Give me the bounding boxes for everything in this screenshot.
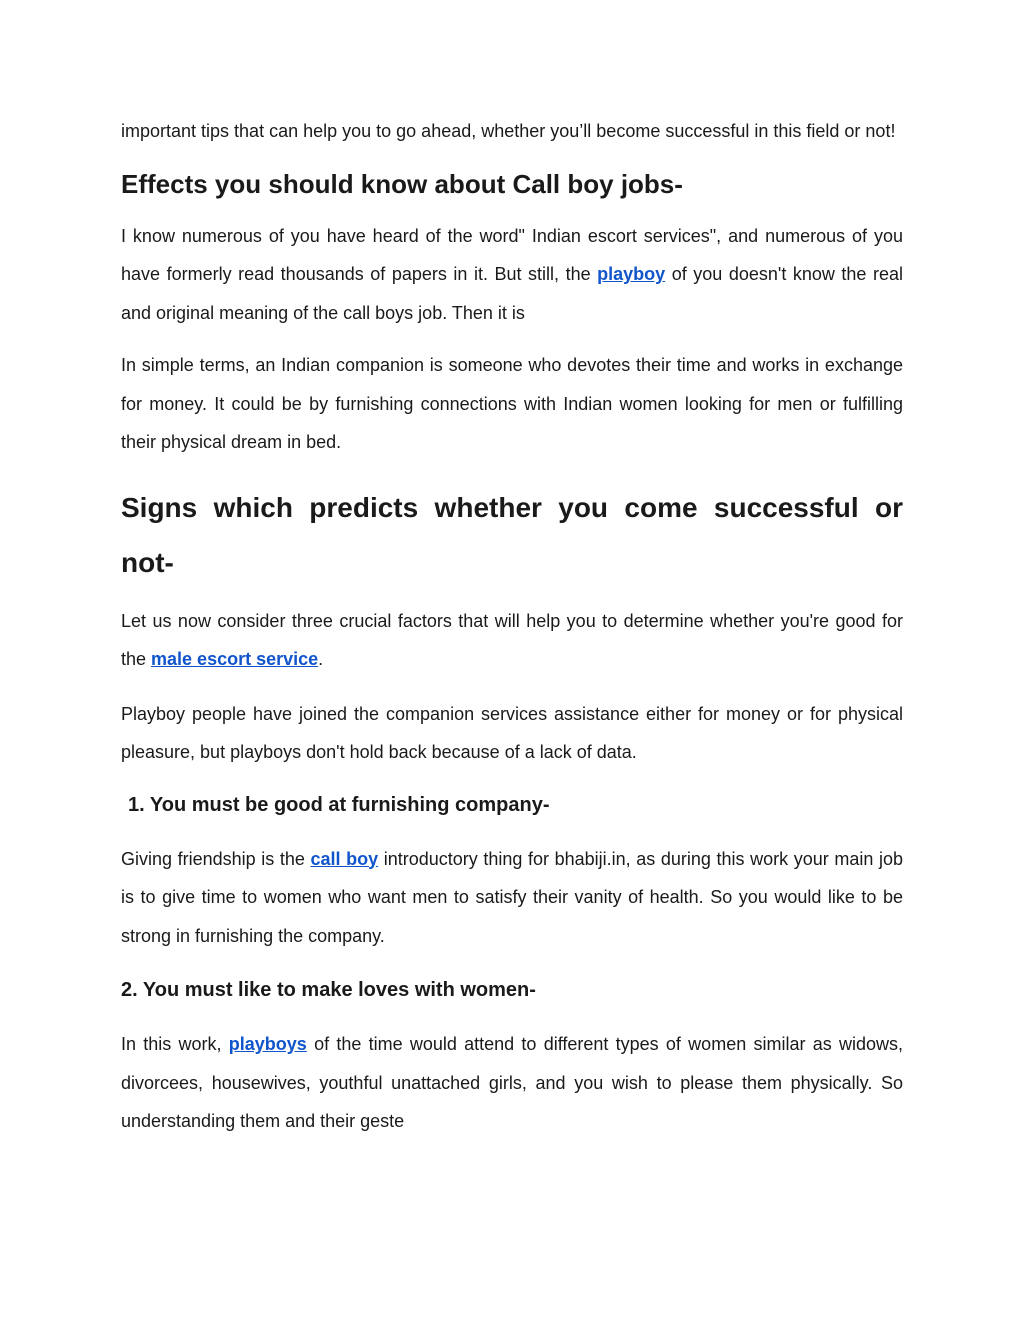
male-escort-service-link[interactable]: male escort service [151,649,319,669]
signs-paragraph-1 [121,602,903,679]
playboys-link[interactable]: playboys [228,1034,307,1054]
text-segment: . [318,649,324,669]
tip-heading-1: 1. You must be good at furnishing company- [128,793,550,816]
effects-paragraph-2: In simple terms, an Indian companion is someone who devotes their time and works in exchange for money. It could be by furnishing connections with Indian women looking for men or fulfilling their physical dream in bed. [121,355,903,452]
tip-paragraph-1 [121,840,903,956]
call-boy-link[interactable]: call boy [310,848,379,869]
effects-paragraph-1 [121,217,903,333]
intro-paragraph: important tips that can help you to go ahead, whether you’ll become successful in this field or not! [121,121,896,141]
text-segment: of you doesn't know the real and original meaning of the call boys job. Then it is [121,264,903,323]
text-segment: introductory thing for bhabiji.in, as during this work your main job is to give time to women who want men to satisfy their vanity of health. So you would like to be strong in furnishing the company. [121,848,904,946]
text-segment: of the time would attend to different types of women similar as widows, divorcees, housewives, youthful unattached girls, and you wish to please them physically. So understanding them and their geste [121,1034,903,1131]
signs-paragraph-2: Playboy people have joined the companion services assistance either for money or for physical pleasure, but playboys don't hold back because of a lack of data. [121,703,903,762]
text-segment: Let us now consider three crucial factors that will help you to determine whether you're good for the [121,610,903,669]
text-segment: In this work, [121,1034,229,1054]
tip-paragraph-2 [121,1025,903,1141]
text-segment: I know numerous of you have heard of the word" Indian escort services", and numerous of you have formerly read thousands of papers in it. But still, the [121,225,903,284]
tip-heading-2: 2. You must like to make loves with women- [121,979,536,1001]
text-segment: Giving friendship is the [121,848,311,869]
section-heading-signs: Signs which predicts whether you come successful or not- [121,491,903,578]
playboy-link[interactable]: playboy [597,264,666,284]
section-heading-effects: Effects you should know about Call boy jobs- [121,168,683,199]
